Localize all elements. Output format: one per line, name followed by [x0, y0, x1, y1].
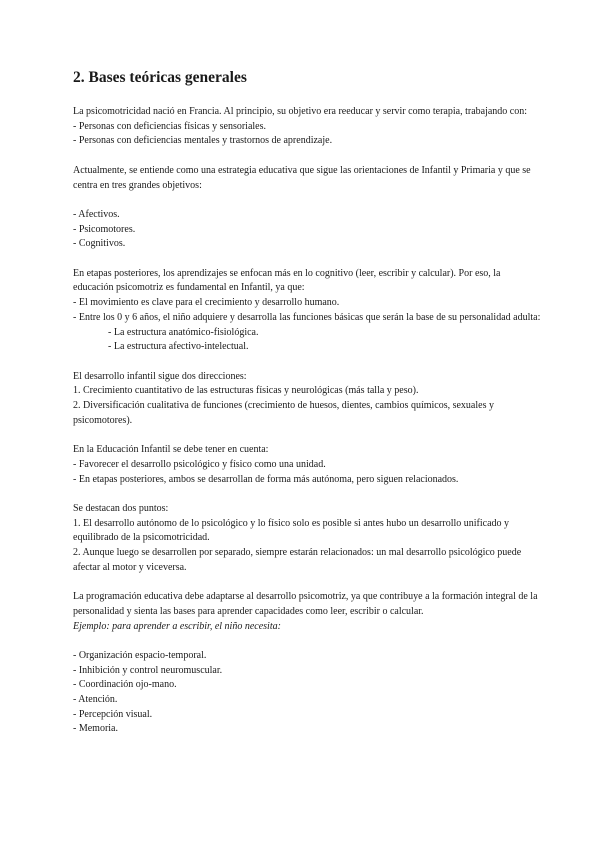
paragraph-intro: La programación educativa debe adaptarse al desarrollo psicomotriz, ya que contribuye a la formación integral de la personalidad y sienta las bases para aprender capacidades como leer, escribir o calcular. — [73, 591, 538, 617]
section-heading: 2. Bases teóricas generales — [73, 69, 247, 86]
list-item: - Cognitivos. — [73, 238, 126, 250]
paragraph-intro: En la Educación Infantil se debe tener en cuenta: — [73, 444, 269, 456]
list-item: - Personas con deficiencias físicas y sensoriales. — [73, 120, 266, 132]
paragraph-intro: Actualmente, se entiende como una estrategia educativa que sigue las orientaciones de Infantil y Primaria y que se centra en tres grandes objetivos: — [73, 164, 531, 191]
list-item: 2. Diversificación cualitativa de funciones (crecimiento de huesos, dientes, cambios químicos, sexuales y psicomotores). — [73, 400, 494, 426]
list-item: - Entre los 0 y 6 años, el niño adquiere y desarrolla las funciones básicas que serán la base de su personalidad adulta: — [73, 311, 541, 323]
sub-list-item: - La estructura anatómico-fisiológica. — [108, 326, 259, 338]
list-item: - Atención. — [73, 694, 118, 705]
list-item: - Memoria. — [73, 723, 118, 735]
paragraph-intro: La psicomotricidad nació en Francia. Al principio, su objetivo era reeducar y servir como terapia, trabajando con: — [73, 106, 527, 117]
list-item: 1. El desarrollo autónomo de lo psicológico y lo físico solo es posible si antes hubo un desarrollo unificado y equilibrado de la psicomotricidad. — [73, 517, 510, 544]
paragraph-later-stages — [73, 267, 543, 355]
blank-line — [73, 193, 543, 208]
paragraph-objectives — [73, 164, 543, 252]
blank-line — [73, 634, 543, 649]
paragraph-programming — [73, 590, 543, 737]
paragraph-intro: Se destacan dos puntos: — [73, 502, 169, 514]
list-item: 1. Crecimiento cuantitativo de las estructuras físicas y neurológicas (más talla y peso). — [73, 385, 419, 397]
list-item: - El movimiento es clave para el crecimiento y desarrollo humano. — [73, 297, 340, 309]
list-item: - Afectivos. — [73, 208, 120, 220]
list-item: - Favorecer el desarrollo psicológico y físico como una unidad. — [73, 458, 326, 470]
document-page — [73, 68, 543, 752]
list-item: - Percepción visual. — [73, 708, 153, 720]
paragraph-infant-education — [73, 443, 543, 487]
paragraph-intro: El desarrollo infantil sigue dos direcciones: — [73, 370, 247, 382]
list-item: 2. Aunque luego se desarrollen por separado, siempre estarán relacionados: un mal desarrollo psicológico puede afectar al motor y viceversa. — [73, 547, 522, 573]
list-item: - Psicomotores. — [73, 223, 136, 235]
list-item: - Personas con deficiencias mentales y trastornos de aprendizaje. — [73, 135, 333, 147]
sub-list-item: - La estructura afectivo-intelectual. — [108, 341, 249, 353]
list-item: - Organización espacio-temporal. — [73, 649, 207, 661]
example-text: Ejemplo: para aprender a escribir, el niño necesita: — [73, 620, 281, 632]
list-item: - Coordinación ojo-mano. — [73, 679, 177, 691]
paragraph-key-points — [73, 502, 543, 576]
paragraph-directions — [73, 370, 543, 429]
list-item: - En etapas posteriores, ambos se desarrollan de forma más autónoma, pero siguen relacionados. — [73, 473, 459, 485]
paragraph-intro: En etapas posteriores, los aprendizajes se enfocan más en lo cognitivo (leer, escribir y calcular). Por eso, la educación psicomotriz es fundamental en Infantil, ya que: — [73, 267, 501, 294]
list-item: - Inhibición y control neuromuscular. — [73, 664, 223, 676]
paragraph-origins — [73, 105, 543, 149]
